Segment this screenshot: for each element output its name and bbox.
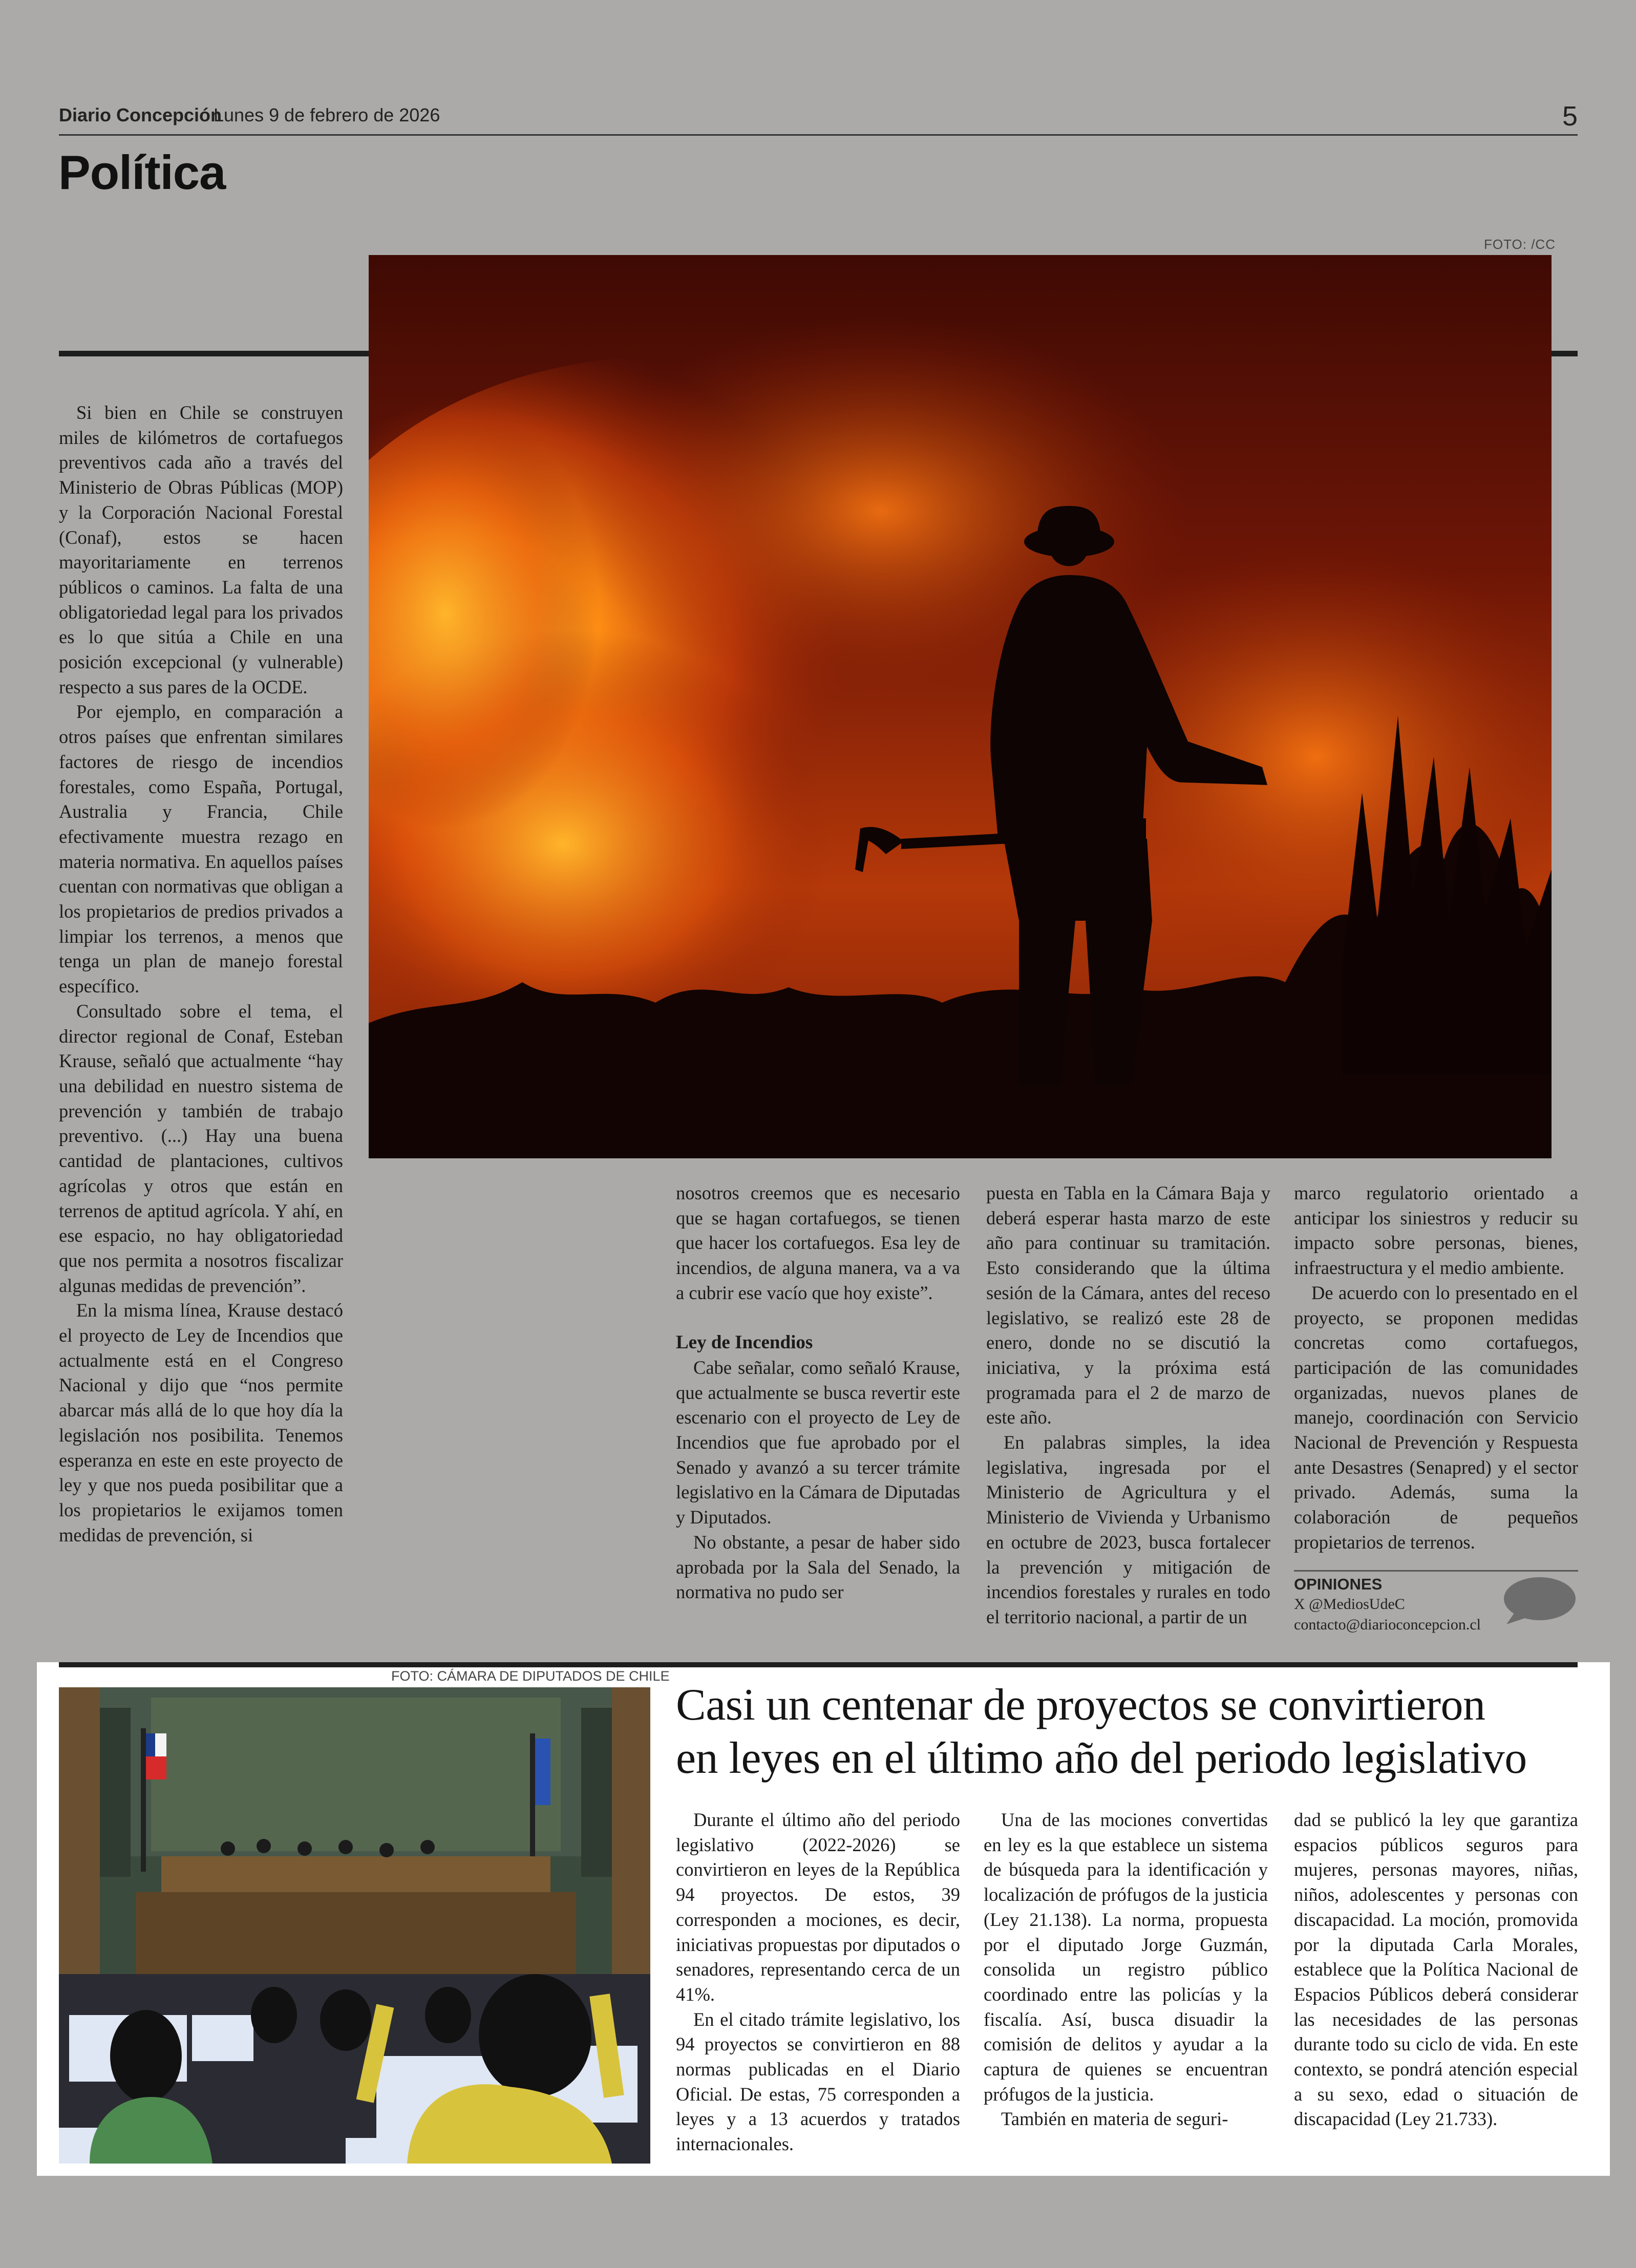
bottom-story-column-2 <box>984 1808 1268 2132</box>
section-rule-left <box>59 351 369 356</box>
bottom-headline <box>676 1679 1592 1785</box>
bottom-story-column-1 <box>676 1808 960 2157</box>
paragraph: En palabras simples, la idea legislativa, ingresada por el Ministerio de Agricultura y el Ministerio de Vivienda y Urbanismo en octubre de 2023, busca fortalecer la prevención y mitigación de incendios forestales y rurales en todo el territorio nacional, a partir de un <box>986 1432 1270 1627</box>
subheading: Ley de Incendios <box>676 1332 813 1353</box>
page-header <box>59 101 1578 135</box>
contact-email[interactable]: contacto@diarioconcepcion.cl <box>1294 1616 1481 1633</box>
paragraph: Por ejemplo, en comparación a otros países que enfrentan similares factores de riesgo de incendios forestales, como España, Portugal, Australia y Francia, Chile efectivamente muestra rezago en materia normativa. En aquellos países cuentan con normativas que obligan a los propietarios de predios privados a limpiar los terrenos, a menos que tenga un plan de manejo forestal específico. <box>59 701 343 997</box>
headline-line: en leyes en el último año del periodo legislativo <box>676 1733 1527 1783</box>
section-rule-right <box>1552 351 1578 356</box>
paragraph: No obstante, a pesar de haber sido aprobada por la Sala del Senado, la normativa no pudo ser <box>676 1531 960 1603</box>
paragraph: También en materia de seguri- <box>1001 2108 1228 2130</box>
opiniones-title: OPINIONES <box>1294 1575 1383 1593</box>
bottom-story-column-3 <box>1294 1808 1578 2132</box>
paragraph: puesta en Tabla en la Cámara Baja y deberá esperar hasta marzo de este año para continuar su tramitación. Esto considerando que la última sesión de la Cámara, antes del receso legislativo, se realizó este 28 de enero, donde no se discutió la iniciativa, y la próxima está programada para el 2 de marzo de este año. <box>986 1182 1270 1428</box>
paragraph: En la misma línea, Krause destacó el proyecto de Ley de Incendios que actualmente está en el Congreso Nacional y dijo que “nos permite abarcar más allá de lo que hoy día la legislación nos posibilita. Tenemos esperanza en este en este proyecto de ley y que nos pueda posibilitar que a los propietarios le exijamos tomen medidas de prevención, si <box>59 1300 343 1545</box>
issue-date: Lunes 9 de febrero de 2026 <box>214 104 440 125</box>
headline-line: Casi un centenar de proyectos se convirtieron <box>676 1680 1485 1730</box>
paragraph: marco regulatorio orientado a anticipar los siniestros y reducir su impacto sobre personas, bienes, infraestructura y el medio ambiente. <box>1294 1182 1578 1279</box>
section-title: Política <box>58 145 226 199</box>
photo-credit: FOTO: CÁMARA DE DIPUTADOS DE CHILE <box>391 1668 670 1684</box>
chamber-photo <box>59 1687 650 2164</box>
firefighter-silhouette-photo <box>369 255 1552 1158</box>
opiniones-rule <box>1294 1570 1578 1572</box>
chamber-of-deputies-photo <box>59 1687 650 2164</box>
paragraph: En el citado trámite legislativo, los 94 proyectos se convirtieron en 88 normas publicadas en el Diario Oficial. De estas, 75 corresponden a leyes y a 13 acuerdos y tratados internacionales. <box>676 2008 960 2155</box>
top-story-column-1 <box>59 400 343 1548</box>
speech-bubble-icon <box>1501 1575 1578 1626</box>
header-rule <box>59 134 1578 136</box>
paper-name: Diario Concepción <box>59 104 222 125</box>
page-number: 5 <box>1562 101 1578 132</box>
top-story-column-4 <box>1294 1181 1578 1555</box>
photo-credit: FOTO: /CC <box>1484 237 1556 252</box>
opiniones-box <box>1294 1575 1578 1637</box>
twitter-handle[interactable]: X @MediosUdeC <box>1294 1596 1405 1613</box>
paragraph: Una de las mociones convertidas en ley es la que establece un sistema de búsqueda para la identificación y localización de prófugos de la justicia (Ley 21.138). La norma, propuesta por el diputado Jorge Guzmán, consolida un registro público coordinado entre las policías y la fiscalía. Así, busca disuadir la comisión de delitos y ayudar a la captura de quienes se encuentran prófugos de la justicia. <box>984 1809 1268 2105</box>
paragraph: Consultado sobre el tema, el director regional de Conaf, Esteban Krause, señaló que actualmente “hay una debilidad en nuestro sistema de prevención y también de trabajo preventivo. (...) Hay una buena cantidad de plantaciones, cultivos agrícolas y otros que están en terrenos de aptitud agrícola. Y ahí, en ese espacio, no hay obligatoriedad que nos permita a nosotros fiscalizar algunas medidas de prevención”. <box>59 1000 343 1296</box>
paragraph: Durante el último año del periodo legislativo (2022-2026) se convirtieron en leyes de la República 94 proyectos. De estos, 39 corresponden a mociones, es decir, iniciativas propuestas por diputados o senadores, representando cerca de un 41%. <box>676 1809 960 2005</box>
top-story-column-3 <box>986 1181 1270 1630</box>
paragraph: nosotros creemos que es necesario que se hagan cortafuegos, se tienen que hacer los cortafuegos. Esa ley de incendios, de alguna manera, va a va a cubrir ese vacío que hoy existe”. <box>676 1182 960 1303</box>
paragraph: De acuerdo con lo presentado en el proyecto, se proponen medidas concretas como cortafuegos, participación de las comunidades organizadas, nuevos planes de manejo, coordinación con Servicio Nacional de Prevención y Respuesta ante Desastres (Senapred) y el sector privado. Además, suma la colaboración de pequeños propietarios de terrenos. <box>1294 1282 1578 1553</box>
paragraph: Cabe señalar, como señaló Krause, que actualmente se busca revertir este escenario con el proyecto de Ley de Incendios que fue aprobado por el Senado y avanzó a su tercer trámite legislativo en la Cámara de Diputadas y Diputados. <box>676 1356 960 1528</box>
bottom-story-rule <box>59 1662 1578 1667</box>
wildfire-photo <box>369 255 1552 1158</box>
top-story-column-2 <box>676 1181 960 1605</box>
paragraph: Si bien en Chile se construyen miles de kilómetros de cortafuegos preventivos cada año a través del Ministerio de Obras Públicas (MOP) y la Corporación Nacional Forestal (Conaf), estos se hacen mayoritariamente en terrenos públicos o caminos. La falta de una obligatoriedad legal para los privados es lo que sitúa a Chile en una posición excepcional (y vulnerable) respecto a sus pares de la OCDE. <box>59 402 343 697</box>
paragraph: dad se publicó la ley que garantiza espacios públicos seguros para mujeres, personas mayores, niñas, niños, adolescentes y personas con discapacidad. La moción, promovida por la diputada Carla Morales, establece que la Política Nacional de Espacios Públicos deberá considerar las necesidades de las personas durante todo su ciclo de vida. En este contexto, se pondrá atención especial a su sexo, edad o situación de discapacidad (Ley 21.733). <box>1294 1809 1578 2130</box>
